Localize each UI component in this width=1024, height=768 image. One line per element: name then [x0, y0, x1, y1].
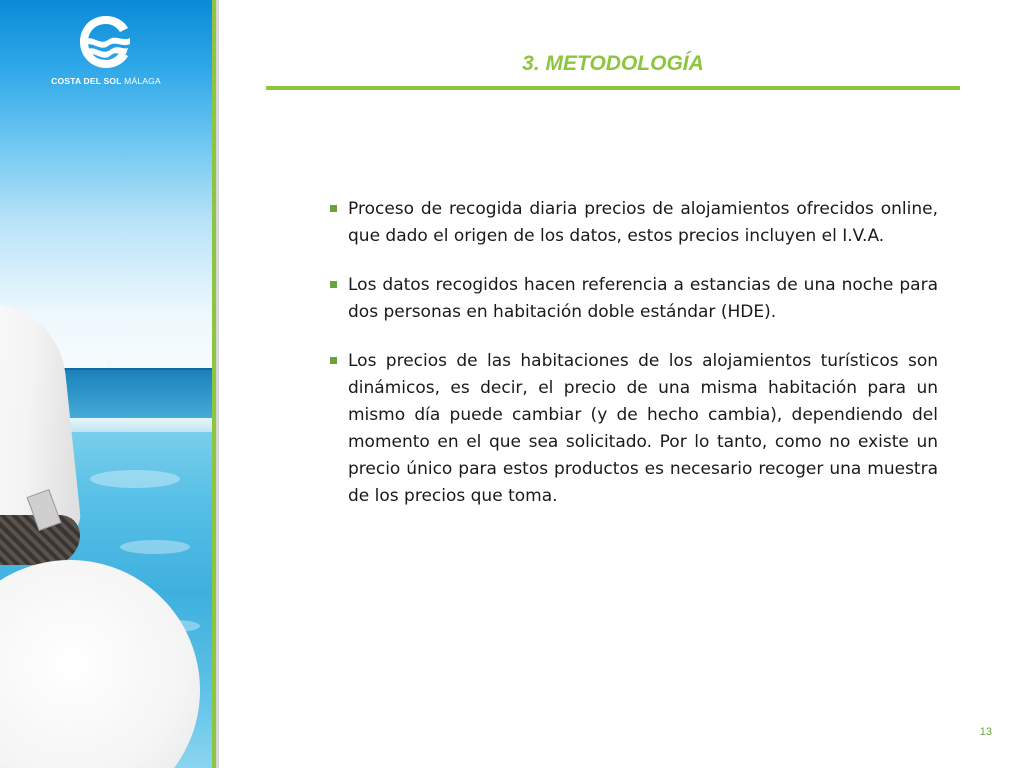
- bullet-text: Los datos recogidos hacen referencia a estancias de una noche para dos personas en habitación doble estándar (HDE).: [348, 275, 938, 322]
- brand-logo: [46, 12, 166, 92]
- title-underline: [266, 86, 960, 90]
- brand-name: [46, 76, 166, 86]
- list-item: [326, 348, 938, 510]
- sailboat-icon: [106, 359, 112, 368]
- page-title: 3. METODOLOGÍA: [522, 52, 704, 75]
- page-number: 13: [979, 726, 992, 738]
- list-item: [326, 272, 938, 326]
- square-bullet-icon: [330, 205, 337, 212]
- bullet-text: Los precios de las habitaciones de los alojamientos turísticos son dinámicos, es decir, el precio de una misma habitación para un mismo día puede cambiar (y de hecho cambia), dependiendo del momento en el que sea solicitado. Por lo tanto, como no existe un precio único para estos productos es necesario recoger una muestra de los precios que toma.: [348, 351, 938, 506]
- pool-ripple: [90, 470, 180, 488]
- bullet-text: Proceso de recogida diaria precios de alojamientos ofrecidos online, que dado el origen de los datos, estos precios incluyen el I.V.A.: [348, 199, 938, 246]
- bullet-list: [326, 196, 938, 532]
- square-bullet-icon: [330, 357, 337, 364]
- brand-name-bold: COSTA DEL SOL: [51, 76, 122, 86]
- brand-name-light: MÁLAGA: [121, 76, 161, 86]
- square-bullet-icon: [330, 281, 337, 288]
- grey-divider: [216, 0, 219, 768]
- pool-ripple: [120, 540, 190, 554]
- side-photo-banner: [0, 0, 212, 768]
- costa-del-sol-wave-logo-icon: [46, 12, 166, 74]
- list-item: [326, 196, 938, 250]
